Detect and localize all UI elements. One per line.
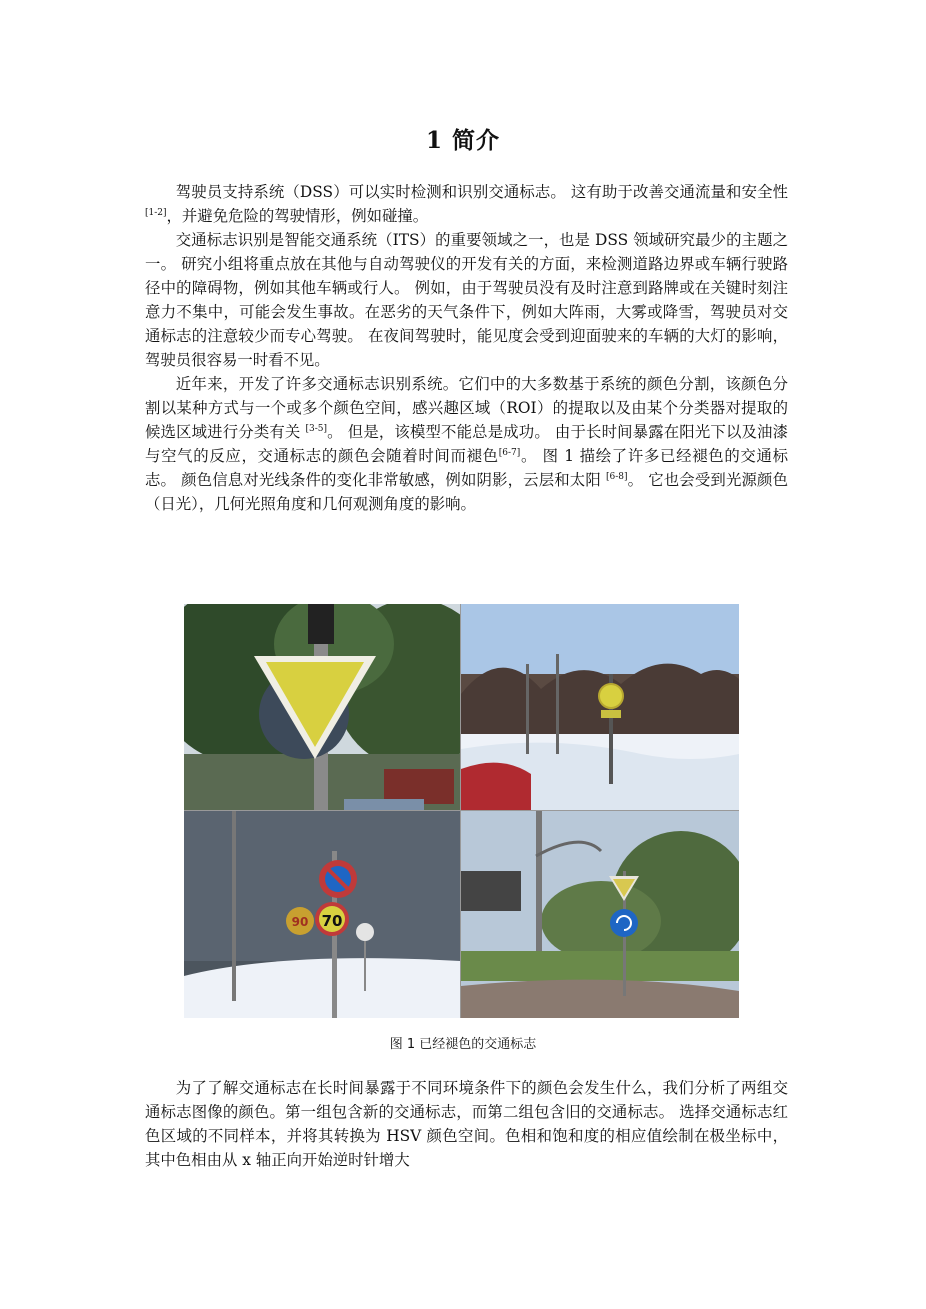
photo-yield-sign (184, 604, 460, 810)
blue-sign (610, 909, 638, 937)
round-sign (599, 684, 623, 708)
speed-sign-text-2: 90 (291, 915, 309, 929)
figure-caption: 图 1 已经褪色的交通标志 (389, 1037, 537, 1052)
photo-speed-signs (184, 811, 460, 1018)
citation: [3-5] (305, 424, 328, 434)
citation: [6-7] (498, 448, 521, 458)
paragraph: 交通标志识别是智能交通系统（ITS）的重要领域之一，也是 DSS 领域研究最少的主题之一。 研究小组将重点放在其他与自动驾驶仪的开发有关的方面，来检测道路边界或车辆行驶路径中的障碍物，例如其他车辆或行人。 例如，由于驾驶员没有及时注意到路牌或在关键时刻注意力不集中，可能会发生事故。在恶劣的天气条件下，例如大阵雨，大雾或降雪，驾驶员对交通标志的注意较少而专心驾驶。 在夜间驾驶时，能见度会受到迎面驶来的车辆的大灯的影响，驾驶员很容易一时看不见。 (145, 231, 788, 369)
photo-snow-road (461, 604, 739, 810)
paragraph: 驾驶员支持系统（DSS）可以实时检测和识别交通标志。 这有助于改善交通流量和安全性[1-2]，并避免危险的驾驶情形，例如碰撞。 (145, 183, 788, 225)
after-text (145, 1076, 788, 1172)
citation: [6-8] (605, 472, 628, 482)
figure-faded-signs (184, 604, 739, 1018)
paragraph: 近年来，开发了许多交通标志识别系统。它们中的大多数基于系统的颜色分割，该颜色分割以某种方式与一个或多个颜色空间，感兴趣区域（ROI）的提取以及由某个分类器对提取的候选区域进行分类有关 [3-5]。 但是，该模型不能总是成功。 由于长时间暴露在阳光下以及油漆与空气的反应，交通标志的颜色会随着时间而褪色[6-7]。 图 1 描绘了许多已经褪色的交通标志。 颜色信息对光线条件的变化非常敏感，例如阴影，云层和太阳 [6-8]。 它也会受到光源颜色（日光），几何光照角度和几何观测角度的影响。 (145, 375, 788, 513)
paragraph: 为了了解交通标志在长时间暴露于不同环境条件下的颜色会发生什么，我们分析了两组交通标志图像的颜色。第一组包含新的交通标志，而第二组包含旧的交通标志。 选择交通标志红色区域的不同样本，并将其转换为 HSV 颜色空间。色相和饱和度的相应值绘制在极坐标中，其中色相由从 x 轴正向开始逆时针增大 (145, 1079, 788, 1169)
section-title: 1 简介 (425, 127, 500, 154)
speed-sign-text: 70 (321, 912, 343, 930)
intro-text (145, 180, 788, 516)
citation: [1-2] (145, 208, 167, 218)
photo-roundabout (461, 811, 739, 1018)
